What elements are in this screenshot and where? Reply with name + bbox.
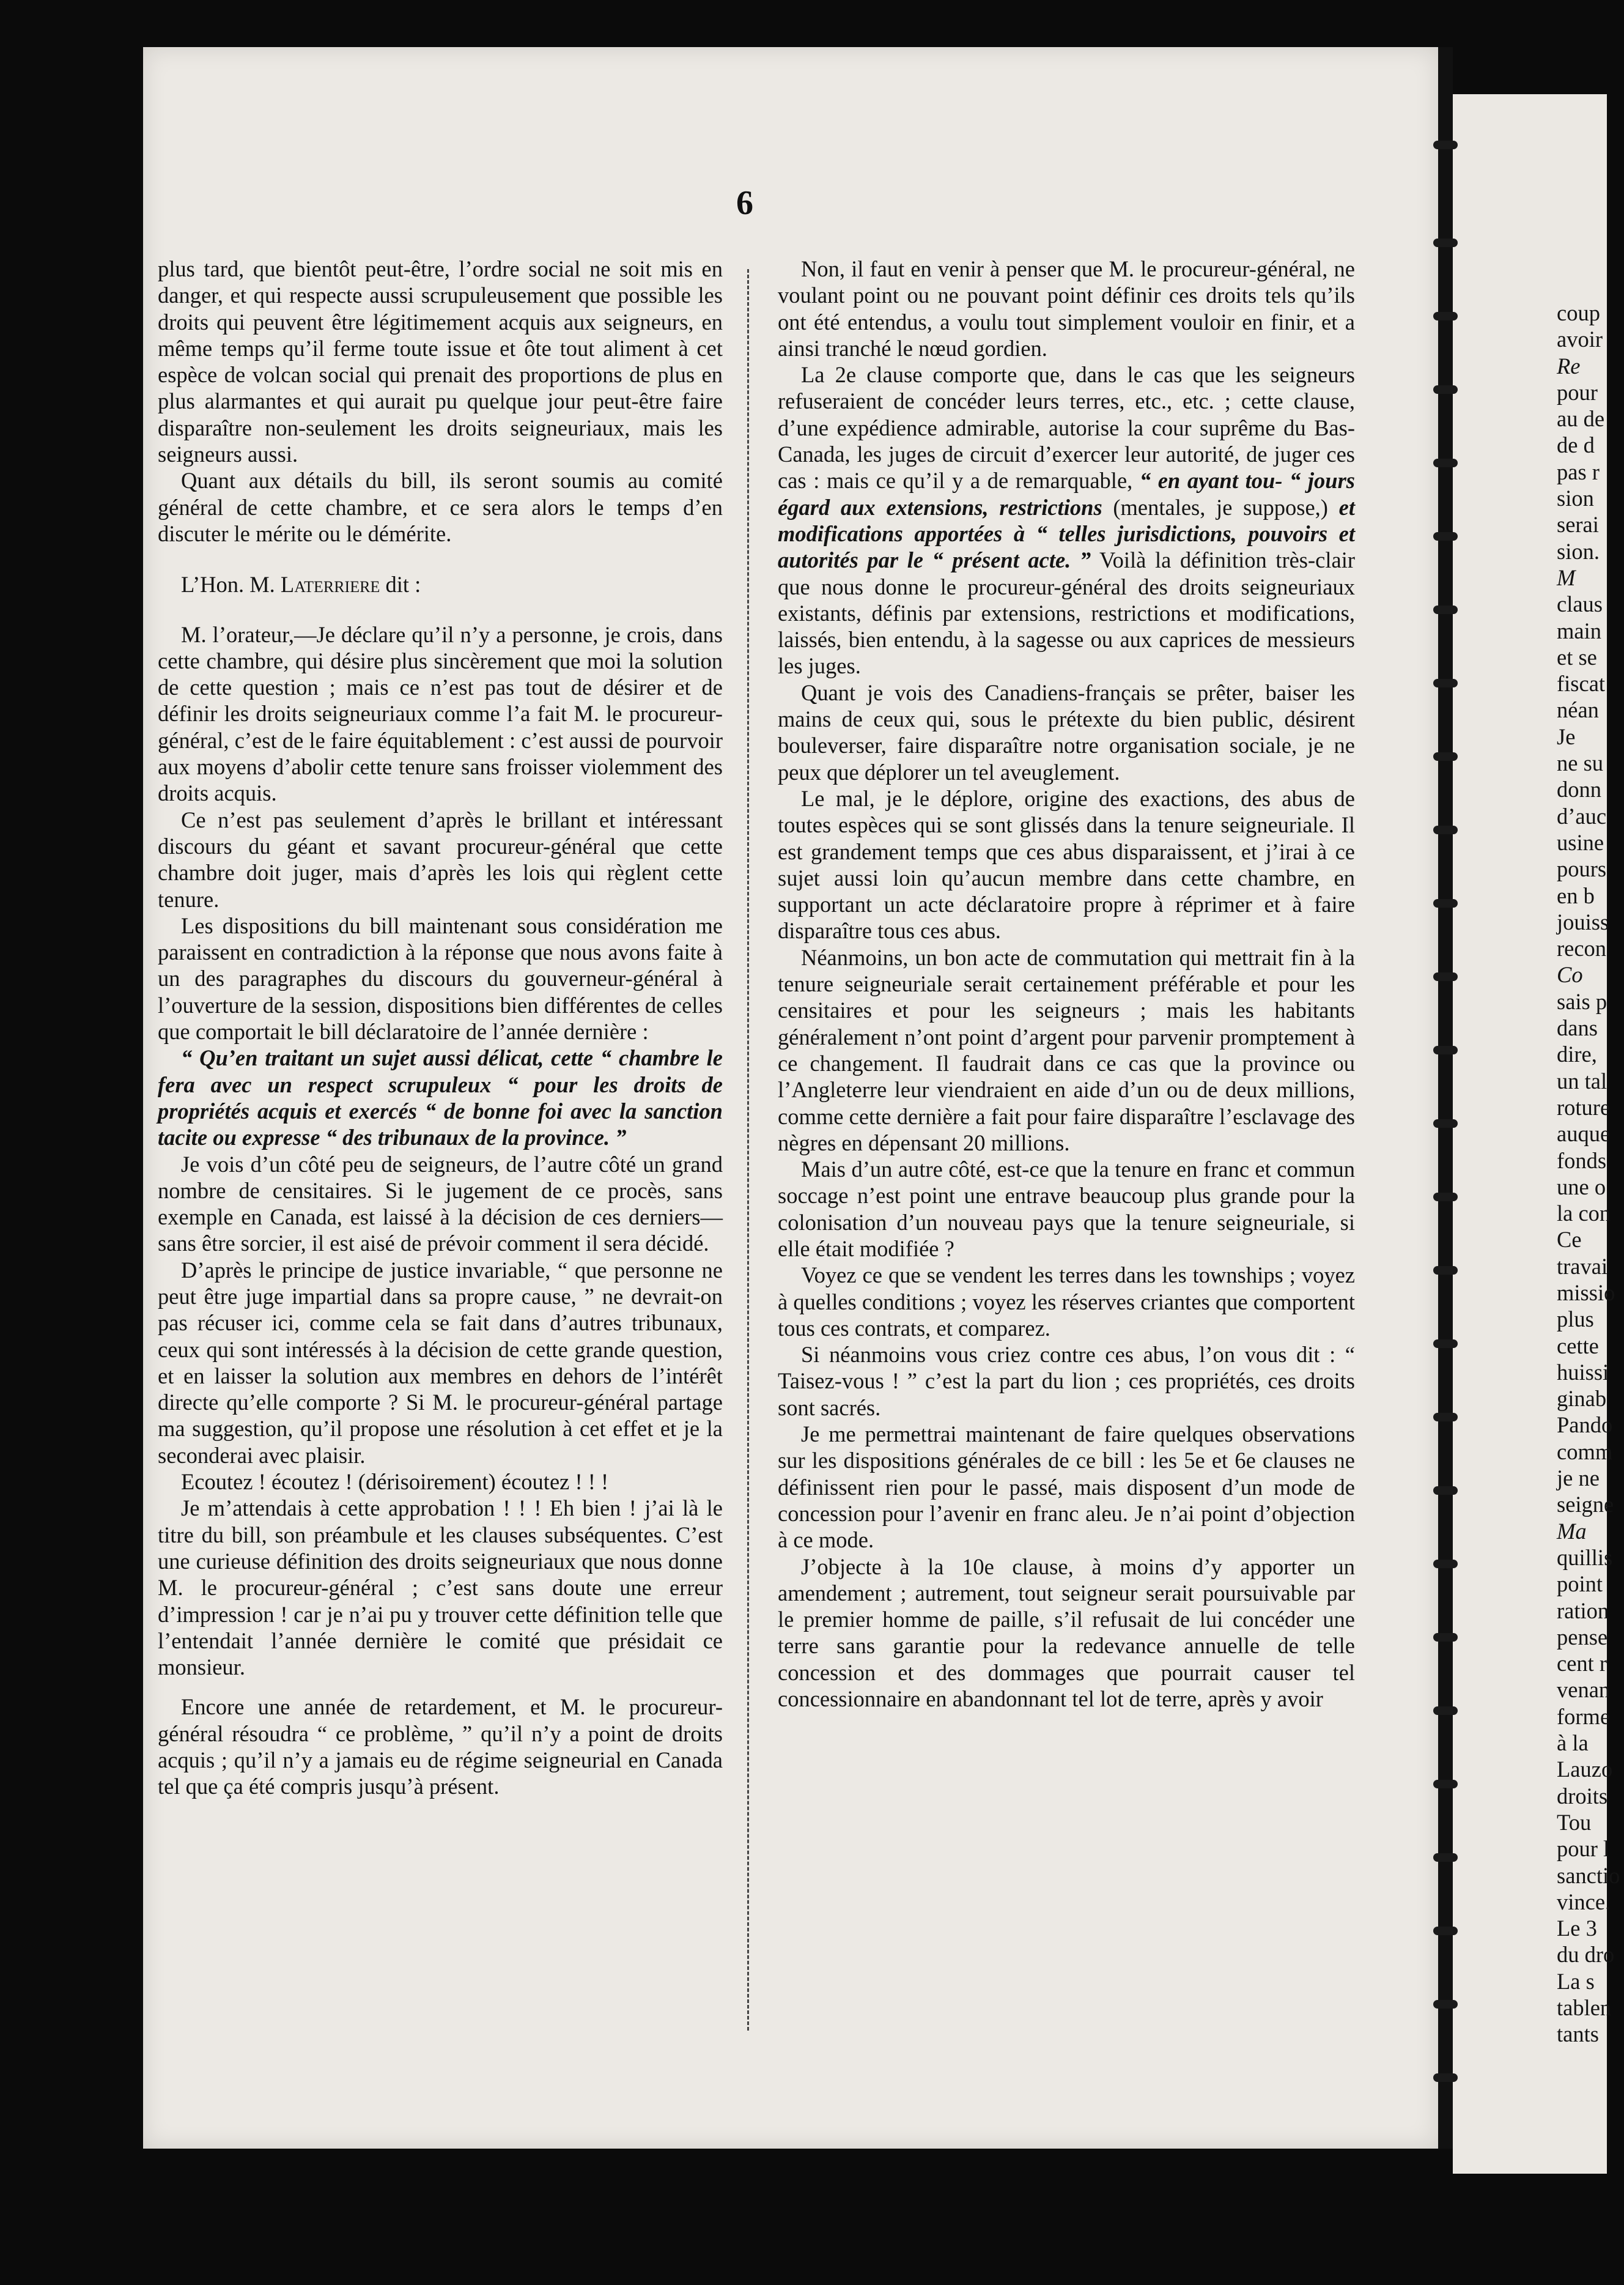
right-column xyxy=(778,256,1355,1712)
next-page-fragment: Le 3 xyxy=(1557,1916,1597,1941)
next-page-fragment: recon xyxy=(1557,936,1607,961)
stitch-mark xyxy=(1433,972,1458,981)
stitch-mark xyxy=(1433,1193,1458,1201)
stitch-mark xyxy=(1433,312,1458,320)
next-page-fragment: dans xyxy=(1557,1015,1598,1041)
next-page-fragment: forme xyxy=(1557,1703,1611,1729)
paragraph: Les dispositions du bill maintenant sous considération me paraissent en contradiction à la réponse que nous avons faite à un des paragraphes du discours du gouverneur-général à l’ouverture de la session, dispositions bien différentes de celles que comportait le bill déclaratoire de l’année dernière : xyxy=(158,913,723,1045)
stitch-mark xyxy=(1433,1706,1458,1715)
quoted-text: “ en ayant tou- “ jours égard aux extensions, restrictions xyxy=(778,468,1355,520)
stitch-mark xyxy=(1433,1560,1458,1568)
next-page-fragment: néan xyxy=(1557,697,1599,723)
next-page-fragment: pas r xyxy=(1557,459,1600,484)
next-page-fragment: travai xyxy=(1557,1253,1608,1279)
paragraph: Non, il faut en venir à penser que M. le procureur-général, ne voulant point ou ne pouvant point définir ces droits tels qu’ils ont été entendus, a voulu tout simplement vouloir en finir, et a ainsi tranché le nœud gordien. xyxy=(778,256,1355,361)
paragraph: Ce n’est pas seulement d’après le brillant et intéressant discours du géant et savant procureur-général que cette chambre doit juger, mais d’après les lois qui règlent cette tenure. xyxy=(158,807,723,912)
next-page-fragment: Lauzo xyxy=(1557,1757,1613,1782)
next-page-fragment: vince. xyxy=(1557,1889,1611,1914)
next-page-fragment: point xyxy=(1557,1571,1603,1597)
speaker-name: Laterriere xyxy=(280,572,380,598)
speaker-heading xyxy=(158,571,723,598)
paragraph-text: (mentales, je suppose,) xyxy=(1102,494,1339,520)
stitch-mark xyxy=(1433,239,1458,247)
next-page-fragment: Co xyxy=(1557,962,1583,988)
stitch-mark xyxy=(1433,1853,1458,1862)
quoted-text: et modifications apportées à “ telles jurisdictions, pouvoirs et autorités par le “ présent acte. ” xyxy=(778,494,1355,573)
stitch-mark xyxy=(1433,1633,1458,1642)
next-page-fragment: d’auc xyxy=(1557,803,1607,829)
speaker-prefix: L’Hon. M. xyxy=(181,572,281,598)
next-page-fragment: ne su xyxy=(1557,750,1604,776)
next-page-fragment: cette xyxy=(1557,1333,1599,1358)
next-page-fragment: et se xyxy=(1557,644,1597,670)
left-column xyxy=(158,256,723,1800)
paragraph: Quant aux détails du bill, ils seront soumis au comité général de cette chambre, et ce sera alors le temps d’en discuter le mérite ou le démérite. xyxy=(158,468,723,546)
paragraph xyxy=(778,361,1355,680)
next-page-fragment: droits xyxy=(1557,1783,1608,1809)
next-page-fragment: venan xyxy=(1557,1677,1611,1703)
next-page-fragment: un tal xyxy=(1557,1068,1607,1094)
stitch-mark xyxy=(1433,606,1458,614)
stitch-mark xyxy=(1433,1046,1458,1054)
next-page-fragment: une o xyxy=(1557,1174,1606,1199)
paragraph: Si néanmoins vous criez contre ces abus, l’on vous dit : “ Taisez-vous ! ” c’est la part du lion ; ces propriétés, ces droits sont sacrés. xyxy=(778,1342,1355,1420)
next-page-fragment: de d xyxy=(1557,432,1595,458)
paragraph: Je vois d’un côté peu de seigneurs, de l’autre côté un grand nombre de censitaires. Si le jugement de ce procès, sans exemple en Canada, est laissé à la décision de ces derniers—sans être sorcier, il est aisé de prévoir comment il sera décidé. xyxy=(158,1151,723,1256)
next-page-fragment: main xyxy=(1557,618,1601,643)
next-page-fragment: tablen xyxy=(1557,1995,1612,2020)
stitch-mark xyxy=(1433,1486,1458,1495)
stitch-mark xyxy=(1433,1927,1458,1935)
next-page-fragment: huissi xyxy=(1557,1359,1609,1385)
column-divider xyxy=(747,269,749,2031)
stitch-mark xyxy=(1433,2000,1458,2009)
next-page-fragment: sais p xyxy=(1557,988,1607,1014)
next-page-fragment: Pando xyxy=(1557,1412,1613,1438)
paragraph: Encore une année de retardement, et M. le procureur-général résoudra “ ce problème, ” qu’il n’y a point de droits acquis ; qu’il n’y a jamais eu de régime seigneurial en Canada tel que ça été compris jusqu’à présent. xyxy=(158,1694,723,1799)
next-page-fragment: fonds xyxy=(1557,1147,1607,1173)
next-page-fragment: Ce xyxy=(1557,1227,1582,1253)
stitch-mark xyxy=(1433,899,1458,908)
next-page-fragment: Je xyxy=(1557,724,1576,749)
page-number: 6 xyxy=(736,184,753,222)
next-page-fragment: sion. xyxy=(1557,538,1600,564)
next-page-text xyxy=(1557,300,1624,2048)
next-page-fragment: je ne xyxy=(1557,1465,1600,1491)
paragraph: Je me permettrai maintenant de faire quelques observations sur les dispositions générales de ce bill : les 5e et 6e clauses ne définissent rien pour le passé, mais disposent d’un mode de concession pour l’avenir en franc aleu. Je n’ai point d’objection à ce mode. xyxy=(778,1421,1355,1553)
paragraph-text: La 2e clause comporte que, dans le cas que les seigneurs refuseraient de concéder leurs terres, etc., etc. ; cette clause, d’une expédience admirable, autorise la cour suprême du Bas-Canada, les juges de circuit d’exercer leur autorité, de juger ces cas : mais ce qu’il y a de remarquable, xyxy=(778,362,1355,494)
paragraph: plus tard, que bientôt peut-être, l’ordre social ne soit mis en danger, et qui respecte aussi scrupuleusement que possible les droits qui peuvent être légitimement acquis aux seigneurs, en même temps qu’il ferme toute issue et ôte tout aliment à cet espèce de volcan social qui prenait des proportions de plus en plus alarmantes et qui aurait pu quelque jour peut-être faire disparaître non-seulement les droits seigneuriaux, mais les seigneurs aussi. xyxy=(158,256,723,467)
paragraph: Ecoutez ! écoutez ! (dérisoirement) écoutez ! ! ! xyxy=(181,1469,609,1495)
next-page-fragment: Ma xyxy=(1557,1518,1587,1544)
next-page-fragment: Tou xyxy=(1557,1809,1592,1835)
paragraph: J’objecte à la 10e clause, à moins d’y apporter un amendement ; autrement, tout seigneur serait poursuivable par le premier homme de paille, s’il refusait de lui concéder une terre sans garantie pour la redevance annuelle de telle concession et des dommages que pourrait causer tel concessionnaire en abandonnant tel lot de terre, après y avoir xyxy=(778,1554,1355,1712)
binding-gutter xyxy=(1438,47,1453,2149)
stitch-mark xyxy=(1433,752,1458,761)
next-page-fragment: coup xyxy=(1557,300,1600,325)
next-page-fragment: comm xyxy=(1557,1439,1613,1464)
speaker-suffix: dit : xyxy=(380,572,421,598)
stitch-mark xyxy=(1433,2073,1458,2082)
next-page-fragment: cent r xyxy=(1557,1651,1607,1676)
next-page-fragment: jouiss xyxy=(1557,909,1609,935)
next-page-fragment: avoir xyxy=(1557,327,1603,352)
next-page-fragment: serai xyxy=(1557,512,1599,538)
stitch-mark xyxy=(1433,1413,1458,1421)
stitch-mark xyxy=(1433,532,1458,541)
next-page-fragment: pour l xyxy=(1557,1836,1610,1862)
next-page-fragment: pour xyxy=(1557,379,1598,405)
next-page-fragment: sion xyxy=(1557,486,1594,511)
paragraph: Quant je vois des Canadiens-français se prêter, baiser les mains de ceux qui, sous le prétexte du bien public, désirent bouleverser, faire disparaître notre organisation sociale, je ne peux que déplorer un tel aveuglement. xyxy=(778,680,1355,785)
next-page-fragment: dire, xyxy=(1557,1042,1597,1067)
stitch-mark xyxy=(1433,826,1458,834)
next-page-fragment: sanctio xyxy=(1557,1862,1620,1888)
next-page-fragment: pense xyxy=(1557,1624,1608,1650)
next-page-fragment: à la xyxy=(1557,1730,1589,1756)
next-page-fragment: au de xyxy=(1557,406,1605,432)
next-page-fragment: la con xyxy=(1557,1201,1611,1226)
next-page-fragment: seigne xyxy=(1557,1492,1614,1517)
next-page-fragment: auque xyxy=(1557,1121,1611,1147)
stitch-mark xyxy=(1433,1119,1458,1128)
next-page-fragment: tants xyxy=(1557,2021,1599,2047)
stitch-mark xyxy=(1433,1339,1458,1348)
paragraph: Le mal, je le déplore, origine des exactions, des abus de toutes espèces qui se sont glissés dans la tenure seigneuriale. Il est grandement temps que ces abus disparaissent, et j’irai à ce sujet aussi loin qu’aucun membre dans cette chambre, en supportant un acte déclaratoire propre à réprimer et à faire disparaître tous ces abus. xyxy=(778,785,1355,944)
stitch-mark xyxy=(1433,385,1458,394)
next-page-fragment: ginab xyxy=(1557,1386,1607,1412)
next-page-fragment: Re xyxy=(1557,353,1581,379)
paragraph-text: Voilà la définition très-clair que nous donne le procureur-général des droits seigneuriaux existants, définis par extensions, restrictions et modifications, laissés, bien entendu, à la sagesse ou aux caprices de messieurs les juges. xyxy=(778,547,1355,679)
paragraph: Je m’attendais à cette approbation ! ! ! Eh bien ! j’ai là le titre du bill, son préambule et les clauses subséquentes. C’est une curieuse définition des droits seigneuriaux que nous donne M. le procureur-général ; c’est sans doute une erreur d’impression ! car je n’ai pu y trouver cette définition telle que l’entendait l’année dernière le comité que présidait ce monsieur. xyxy=(158,1495,723,1680)
paragraph: M. l’orateur,—Je déclare qu’il n’y a personne, je crois, dans cette chambre, qui désire plus sincèrement que moi la solution de cette question ; mais ce n’est pas tout de désirer et de définir les droits seigneuriaux comme l’a fait M. le procureur-général, c’est de le faire équitablement : c’est aussi de pourvoir aux moyens d’abolir cette tenure sans froisser violemment des droits acquis. xyxy=(158,621,723,806)
stitch-mark xyxy=(1433,141,1458,149)
next-page-fragment: roture xyxy=(1557,1094,1611,1120)
next-page-fragment: M xyxy=(1557,565,1576,590)
stitch-mark xyxy=(1433,459,1458,467)
stitch-mark xyxy=(1433,1266,1458,1275)
paragraph: D’après le principe de justice invariable, “ que personne ne peut être juge impartial dans sa propre cause, ” ne devrait-on pas récuser ici, comme cela se fait dans d’autres tribunaux, ceux qui sont intéressés à la décision de cette grande question, et en laisser la solution aux membres en dehors de l’intérêt directe qu’elle comporte ? Si M. le procureur-général partage ma suggestion, qu’il propose une résolution à cet effet et je la seconderai avec plaisir. xyxy=(158,1257,723,1468)
paragraph: Mais d’un autre côté, est-ce que la tenure en franc et commun soccage n’est point une entrave beaucoup plus grande pour la colonisation d’un nouveau pays que la tenure seigneuriale, si elle était modifiée ? xyxy=(778,1157,1355,1261)
quotation: “ Qu’en traitant un sujet aussi délicat, cette “ chambre le fera avec un respect scrupuleux “ pour les droits de propriétés acquis et exercés “ de bonne foi avec la sanction tacite ou expresse “ des tribunaux de la province. ” xyxy=(158,1045,723,1150)
next-page-fragment: missio xyxy=(1557,1280,1615,1305)
next-page-fragment: en b xyxy=(1557,883,1595,908)
next-page-fragment: fiscat xyxy=(1557,671,1606,697)
paragraph: Néanmoins, un bon acte de commutation qui mettrait fin à la tenure seigneuriale serait certainement préférable et pour les censitaires et pour les seigneurs ; mais les habitants généralement n’ont point d’argent pour parvenir promptement à ce changement. Il faudrait dans ce cas que la province ou l’Angleterre leur viendraient en aide d’un ou de deux millions, comme cette dernière a fait pour faire disparaître l’esclavage des nègres en dépensant 20 millions. xyxy=(778,944,1355,1155)
next-page-fragment: pours xyxy=(1557,856,1607,882)
stitch-mark xyxy=(1433,1780,1458,1788)
stitch-mark xyxy=(1433,679,1458,687)
next-page-fragment: donn xyxy=(1557,777,1601,802)
next-page-fragment: usine xyxy=(1557,829,1604,855)
next-page-fragment: quillis xyxy=(1557,1544,1613,1570)
next-page-fragment: La s xyxy=(1557,1968,1595,1994)
next-page-fragment: claus xyxy=(1557,591,1603,617)
paragraph: Voyez ce que se vendent les terres dans les townships ; voyez à quelles conditions ; voyez les réserves criantes que comportent tous ces contrats, et comparez. xyxy=(778,1262,1355,1341)
next-page-fragment: plus xyxy=(1557,1306,1594,1332)
next-page-fragment: ration xyxy=(1557,1598,1609,1623)
next-page-fragment: du dro xyxy=(1557,1942,1615,1968)
